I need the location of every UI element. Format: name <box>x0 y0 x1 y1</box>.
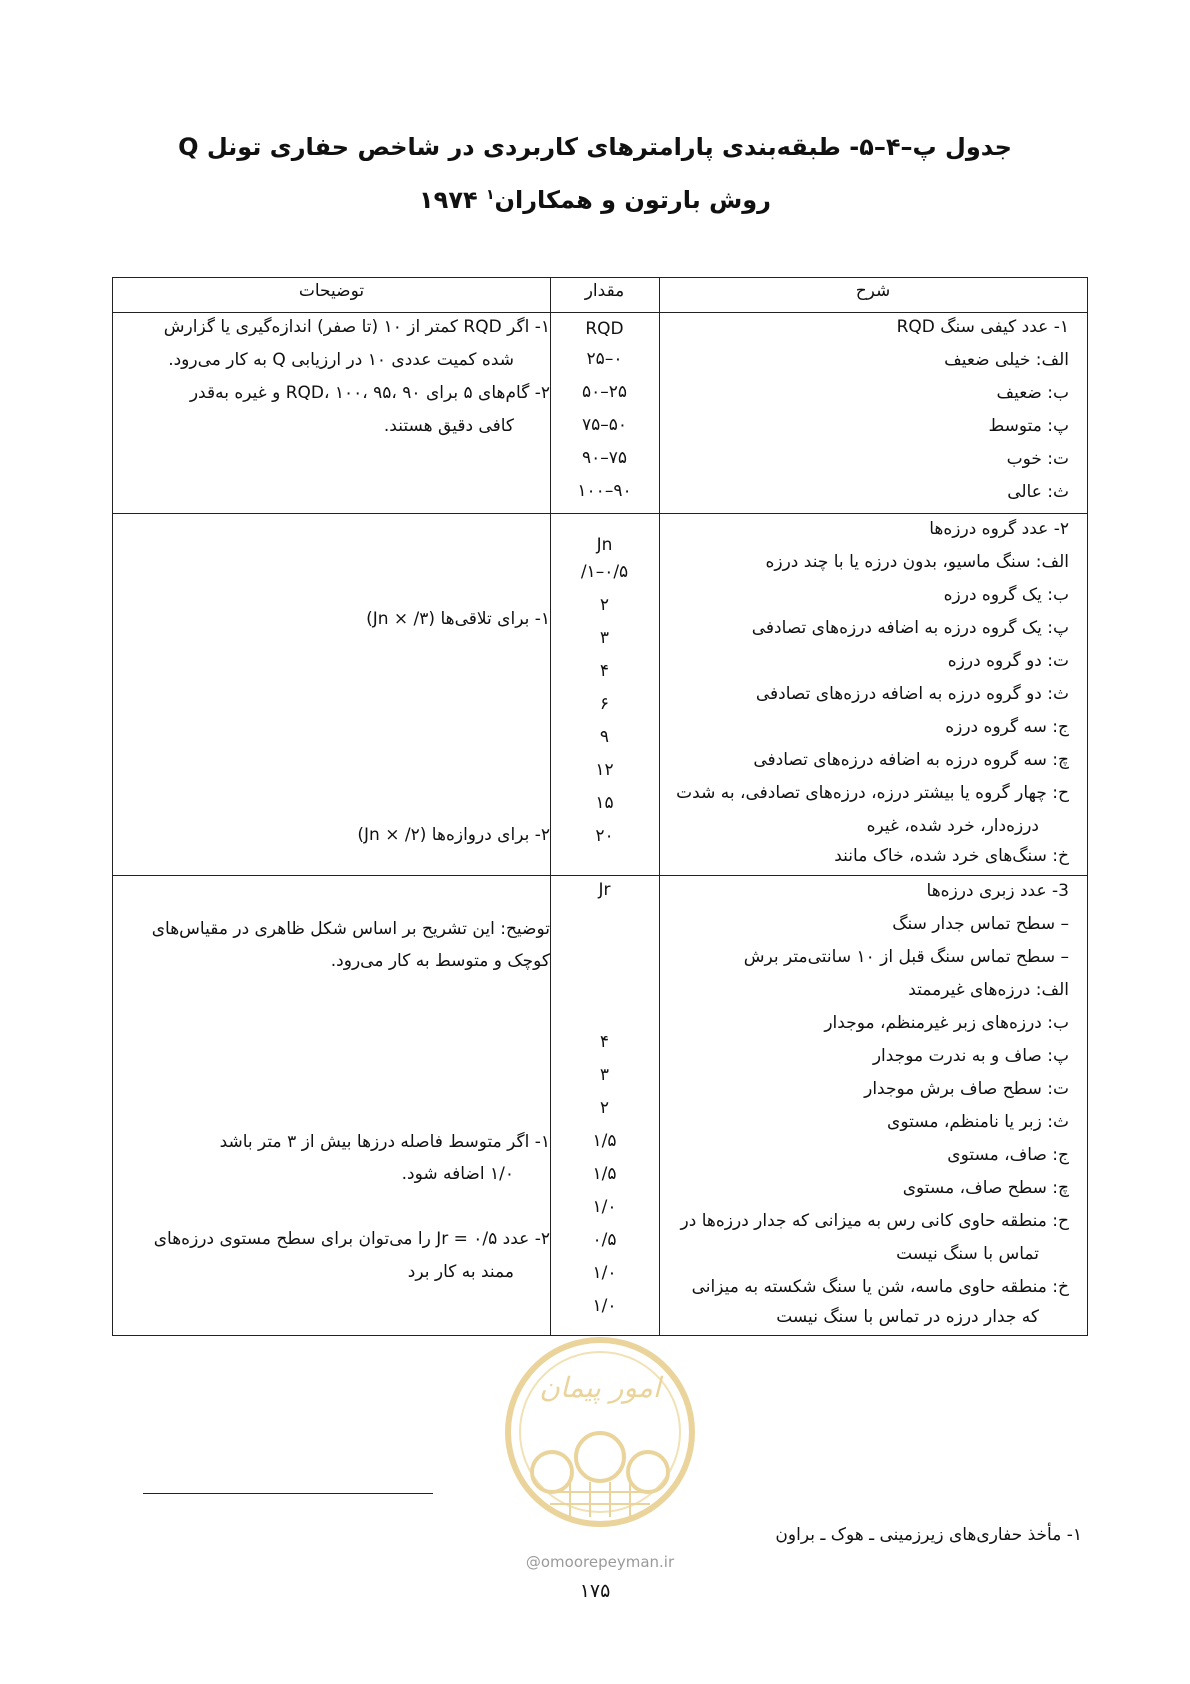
watermark-logo <box>490 1332 710 1532</box>
note-line: ۲- گام‌های ۵ برای RQD، ۱۰۰، ۹۵، ۹۰ و غیره به‌قدر <box>189 383 550 403</box>
sharh-item: چ: سه گروه درزه به اضافه درزه‌های تصادفی <box>753 750 1069 770</box>
value-cell: ۳ <box>599 1065 610 1085</box>
value-cell: ۴ <box>599 661 610 681</box>
sharh-item: ث: عالی <box>1007 482 1069 502</box>
value-cell: ۹۰–۱۰۰ <box>577 481 632 501</box>
value-cell: ۲۵–۵۰ <box>581 382 628 402</box>
value-cell: ۱/۵ <box>592 1131 617 1151</box>
sharh-item: ت: دو گروه درزه <box>947 651 1069 671</box>
note-line: توضیح: این تشریح بر اساس شکل ظاهری در مقیاس‌های <box>151 919 550 939</box>
value-cell: ۱۲ <box>595 760 614 780</box>
note-line: ۱/۰ اضافه شود. <box>401 1164 514 1184</box>
header-miqdar: مقدار <box>584 281 625 301</box>
sharh-column <box>659 278 1087 1335</box>
value-cell: ۱/۰ <box>592 1296 617 1316</box>
miqdar-column <box>550 278 659 1335</box>
value-cell: ۰/۵ <box>592 1230 617 1250</box>
page-number: ۱۷۵ <box>579 1580 611 1602</box>
note-line: شده کمیت عددی ۱۰ در ارزیابی Q به کار می‌رود. <box>168 350 514 370</box>
value-cell: Jr <box>598 880 611 900</box>
table-subtitle <box>0 186 1190 214</box>
sharh-item: پ: متوسط <box>988 416 1069 436</box>
sharh-item: الف: خیلی ضعیف <box>944 350 1069 370</box>
header-tozihat: توضیحات <box>298 281 365 301</box>
footnote-marker: ۱ <box>485 187 495 203</box>
value-cell: ۲۰ <box>595 826 614 846</box>
value-cell: RQD <box>585 319 624 339</box>
classification-table <box>112 277 1088 1336</box>
sharh-item: ب: یک گروه درزه <box>943 585 1069 605</box>
footnote-separator <box>143 1493 433 1494</box>
sharh-item: ۲- عدد گروه درزه‌ها <box>929 519 1069 539</box>
watermark-text: امور پیمان <box>539 1371 661 1404</box>
note-line: ۱- برای تلاقی‌ها (۳/ × Jn) <box>366 609 550 629</box>
value-cell: ۹ <box>599 727 610 747</box>
sharh-item: ح: منطقه حاوی کانی رس به میزانی که جدار درزه‌ها در <box>680 1211 1069 1231</box>
value-cell: ۲ <box>599 1098 610 1118</box>
note-line: کوچک و متوسط به کار می‌رود. <box>330 951 550 971</box>
sharh-item: که جدار درزه در تماس با سنگ نیست <box>776 1307 1039 1327</box>
value-cell: ۷۵–۹۰ <box>581 448 628 468</box>
value-cell: ۱/۵ <box>592 1164 617 1184</box>
value-cell: ۵۰–۷۵ <box>581 415 628 435</box>
sharh-item: ۱- عدد کیفی سنگ RQD <box>896 317 1069 337</box>
value-cell: Jn <box>596 535 613 555</box>
sharh-item: پ: صاف و به ندرت موجدار <box>872 1046 1069 1066</box>
subtitle-text: روش بارتون و همکاران <box>494 186 771 214</box>
value-cell: ۱۵ <box>595 793 614 813</box>
note-line: ۱- اگر RQD کمتر از ۱۰ (تا صفر) اندازه‌گیری یا گزارش <box>163 317 550 337</box>
table-title: جدول پ–۴–۵- طبقه‌بندی پارامترهای کاربردی در شاخص حفاری تونل Q <box>178 133 1012 161</box>
sharh-item: – سطح تماس سنگ قبل از ۱۰ سانتی‌متر برش <box>743 947 1069 967</box>
sharh-item: ث: زبر یا نامنظم، مستوی <box>887 1112 1069 1132</box>
footnote: ۱- مأخذ حفاری‌های زیرزمینی ـ هوک ـ براون <box>775 1525 1082 1545</box>
website-watermark: @omoorepeyman.ir <box>525 1553 675 1571</box>
subtitle-year: ۱۹۷۴ <box>419 186 478 214</box>
sharh-item: خ: منطقه حاوی ماسه، شن یا سنگ شکسته به میزانی <box>691 1277 1069 1297</box>
value-cell: ۱/۰ <box>592 1263 617 1283</box>
value-cell: ۰–۲۵ <box>586 349 623 369</box>
sharh-item: ج: سه گروه درزه <box>945 717 1069 737</box>
value-cell: ۱/۰ <box>592 1197 617 1217</box>
sharh-item: ت: خوب <box>1006 449 1069 469</box>
sharh-item: ث: دو گروه درزه به اضافه درزه‌های تصادفی <box>755 684 1069 704</box>
sharh-item: چ: سطح صاف، مستوی <box>902 1178 1069 1198</box>
note-line: ممند به کار برد <box>407 1262 514 1282</box>
sharh-item: خ: سنگ‌های خرد شده، خاک مانند <box>834 846 1069 866</box>
note-line: ۱- اگر متوسط فاصله درزها بیش از ۳ متر باشد <box>219 1132 550 1152</box>
sharh-item: ب: ضعیف <box>996 383 1069 403</box>
sharh-item: – سطح تماس جدار سنگ <box>892 914 1069 934</box>
note-line: ۲- عدد Jr = ۰/۵ را می‌توان برای سطح مستوی درزه‌های <box>153 1229 550 1249</box>
sharh-item: پ: یک گروه درزه به اضافه درزه‌های تصادفی <box>751 618 1069 638</box>
note-line: کافی دقیق هستند. <box>383 416 514 436</box>
note-line: ۲- برای دروازه‌ها (۲/ × Jn) <box>357 825 550 845</box>
sharh-item: ت: سطح صاف برش موجدار <box>864 1079 1069 1099</box>
sharh-item: تماس با سنگ نیست <box>896 1244 1039 1264</box>
sharh-item: الف: سنگ ماسیو، بدون درزه یا با چند درزه <box>765 552 1069 572</box>
sharh-item: ح: چهار گروه یا بیشتر درزه، درزه‌های تصادفی، به شدت <box>676 783 1069 803</box>
value-cell: ۶ <box>599 694 610 714</box>
value-cell: ۴ <box>599 1032 610 1052</box>
header-sharh: شرح <box>855 281 891 301</box>
sharh-item: 3- عدد زبری درزه‌ها <box>926 881 1069 901</box>
value-cell: ۰/۵–۱/ <box>580 562 629 582</box>
sharh-item: ب: درزه‌های زبر غیرمنظم، موجدار <box>824 1013 1069 1033</box>
sharh-item: ج: صاف، مستوی <box>947 1145 1069 1165</box>
tozihat-column <box>113 278 550 1335</box>
value-cell: ۲ <box>599 595 610 615</box>
sharh-item: درزه‌دار، خرد شده، غیره <box>866 816 1039 836</box>
value-cell: ۳ <box>599 628 610 648</box>
sharh-item: الف: درزه‌های غیرممتد <box>908 980 1069 1000</box>
